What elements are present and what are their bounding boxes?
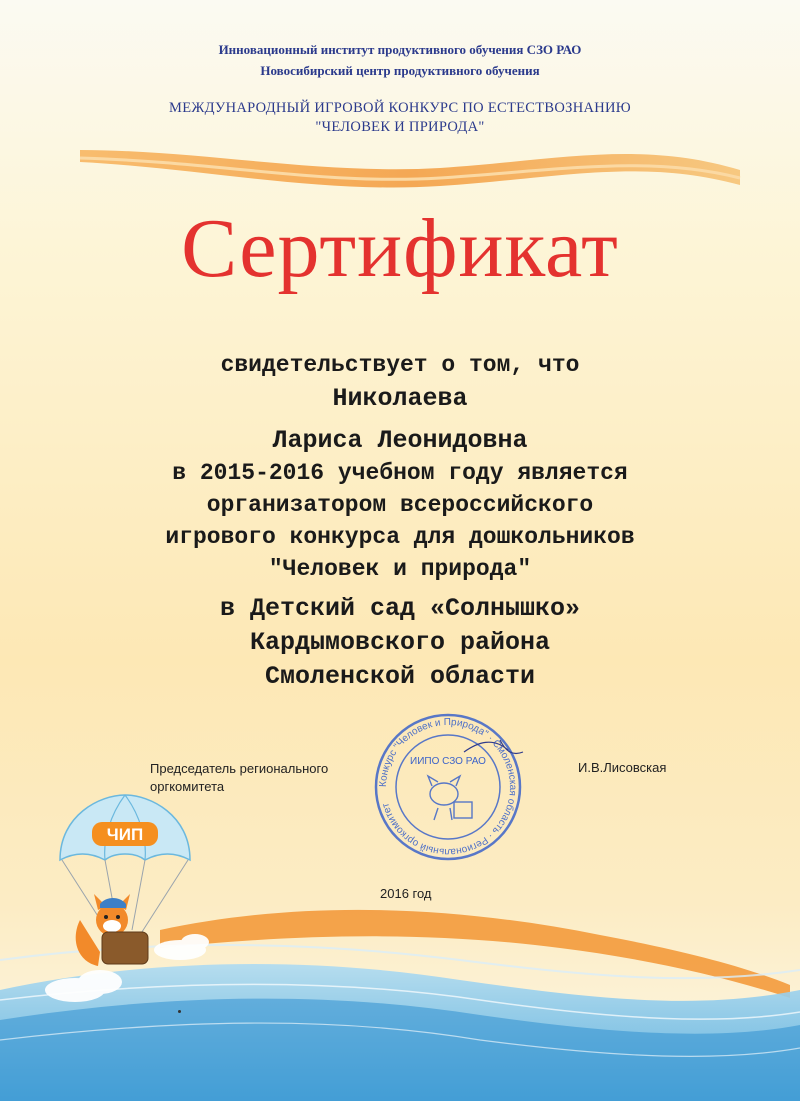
contest-title-line1: МЕЖДУНАРОДНЫЙ ИГРОВОЙ КОНКУРС ПО ЕСТЕСТВОЗНАНИЮ [169, 100, 631, 116]
recipient-name: Лариса Леонидовна [272, 426, 528, 455]
official-stamp [368, 712, 528, 862]
certificate-title: Сертификат [181, 202, 619, 295]
stamp-center-text: ИИПО СЗО РАО [410, 756, 486, 767]
body-line: "Человек и природа" [268, 556, 532, 582]
signer-role-line2: оргкомитета [150, 779, 225, 794]
top-orange-swoosh [80, 150, 740, 188]
recipient-surname: Николаева [332, 384, 468, 413]
region-name: Смоленской области [264, 662, 536, 691]
svg-text:Конкурс "Человек и Природа" · [378, 717, 518, 857]
body-line: организатором всероссийского [206, 492, 594, 518]
contest-title-line2: "ЧЕЛОВЕК И ПРИРОДА" [315, 119, 485, 135]
kindergarten-name: в Детский сад «Солнышко» [219, 594, 581, 623]
stamp-fox-icon [428, 776, 472, 820]
balloon-label: ЧИП [106, 825, 144, 844]
signer-role-line1: Председатель регионального [150, 761, 329, 776]
district-name: Кардымовского района [249, 628, 551, 657]
body-line: в 2015-2016 учебном году является [172, 460, 628, 486]
dot-mark [178, 1010, 181, 1013]
stamp-ring-text: Конкурс "Человек и Природа" · Смоленская область · Региональный оргкомитет [377, 716, 519, 858]
body-line: свидетельствует о том, что [220, 352, 580, 378]
basket-icon [102, 932, 148, 964]
institute-name: Инновационный институт продуктивного обучения СЗО РАО [218, 42, 582, 57]
certificate-body [0, 352, 800, 696]
body-line: игрового конкурса для дошкольников [165, 524, 635, 550]
issue-year: 2016 год [380, 886, 432, 901]
signer-name: И.В.Лисовская [578, 760, 667, 775]
center-name: Новосибирский центр продуктивного обучения [260, 63, 540, 78]
balloon-illustration [40, 790, 210, 1010]
